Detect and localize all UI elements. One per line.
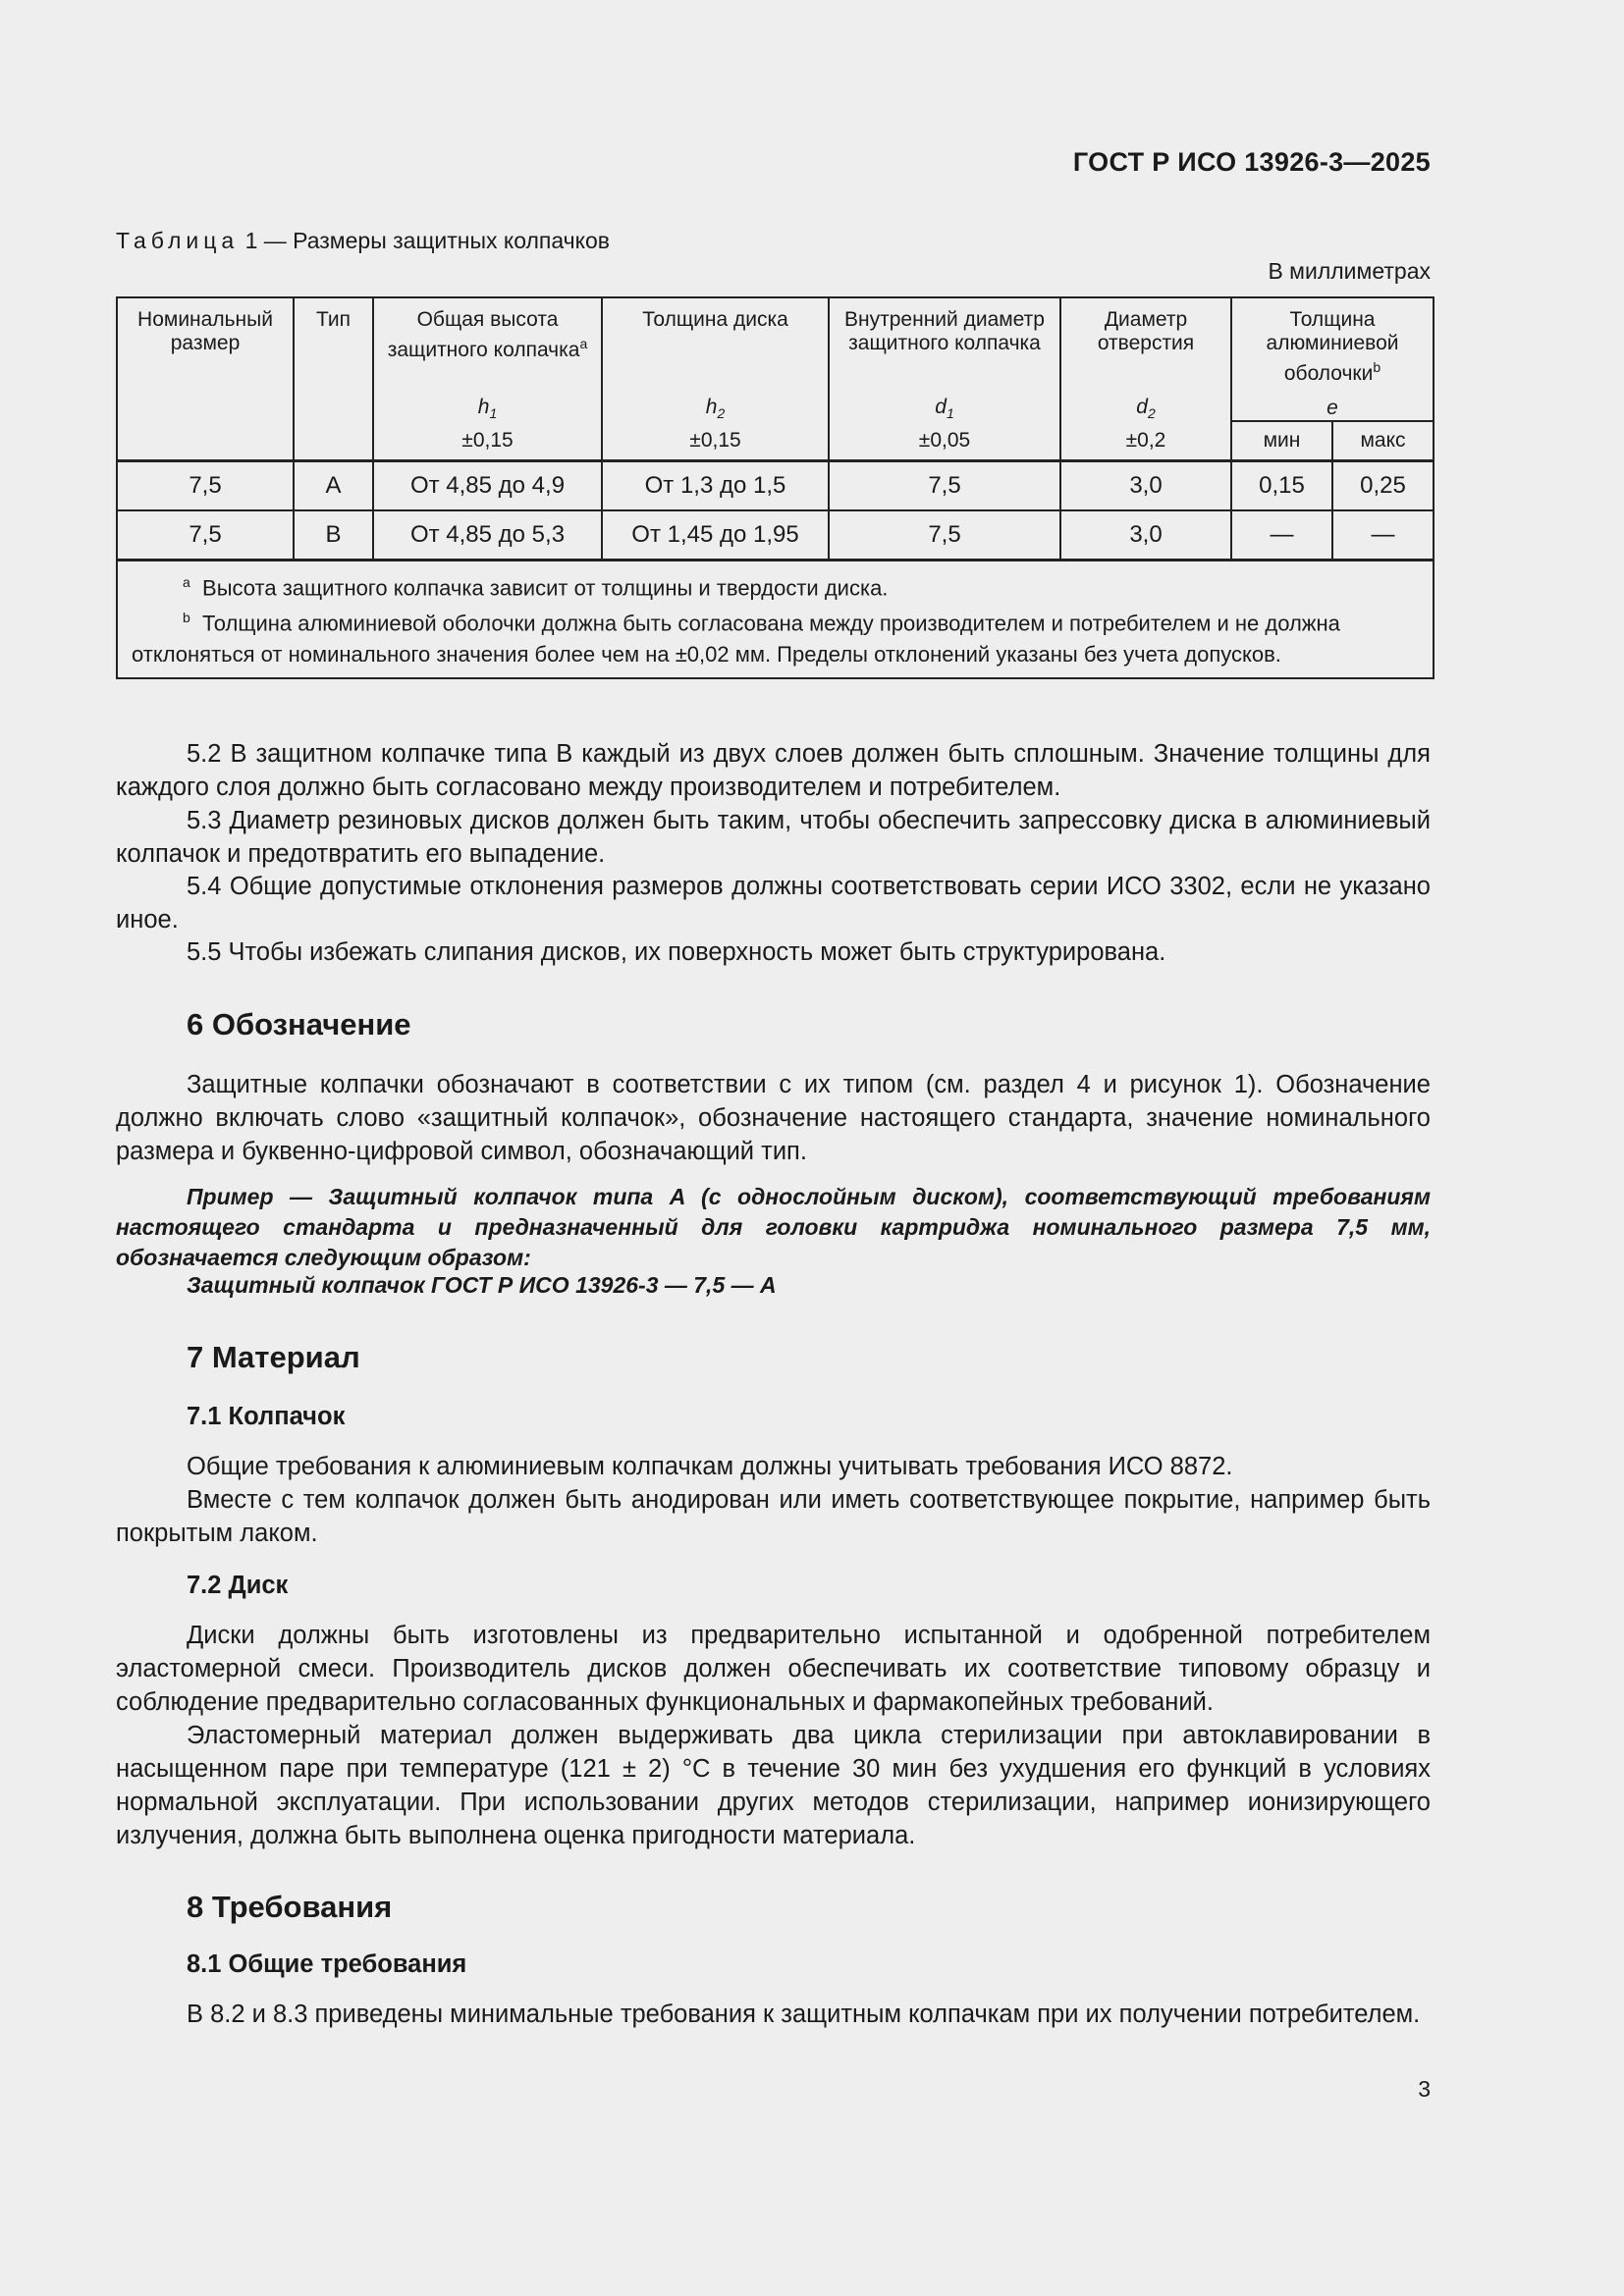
paragraph-5-3: 5.3 Диаметр резиновых дисков должен быть таким, чтобы обеспечить запрессовку диска в алюминиевый колпачок и предотвратить его выпадение. — [116, 807, 1431, 868]
table-cell: 0,15 — [1231, 461, 1332, 511]
dimensions-table — [116, 296, 1435, 679]
symbol-d2: $d_2$ — [1060, 387, 1231, 421]
table-cell: 0,25 — [1332, 461, 1434, 511]
table-cell: От 4,85 до 4,9 — [373, 461, 602, 511]
table-cell: A — [294, 461, 373, 511]
table-cell: B — [294, 510, 373, 561]
example-designation: Защитный колпачок ГОСТ Р ИСО 13926-3 — 7,5 — A — [187, 1272, 777, 1298]
section-7-1-paragraph-1: Общие требования к алюминиевым колпачкам должны учитывать требования ИСО 8872. — [187, 1453, 1233, 1480]
section-8-1-heading: 8.1 Общие требования — [187, 1950, 467, 1978]
table-cell: 7,5 — [829, 461, 1060, 511]
header-disc-thickness: Толщина диска — [602, 297, 829, 387]
table-cell: 3,0 — [1060, 461, 1231, 511]
section-8-heading: 8 Требования — [187, 1890, 393, 1924]
units-note: В миллиметрах — [1268, 258, 1431, 284]
standard-code: ГОСТ Р ИСО 13926-3—2025 — [1072, 147, 1431, 177]
section-7-2-heading: 7.2 Диск — [187, 1572, 289, 1599]
tolerance-h2: ±0,15 — [602, 421, 829, 461]
table-notes — [117, 561, 1434, 678]
table-cell: — — [1332, 510, 1434, 561]
section-6-heading: 6 Обозначение — [187, 1007, 411, 1041]
section-7-1-heading: 7.1 Колпачок — [187, 1403, 346, 1430]
table-cell: — — [1231, 510, 1332, 561]
subheader-max: макс — [1332, 421, 1434, 461]
section-8-1-paragraph: В 8.2 и 8.3 приведены минимальные требования к защитным колпачкам при их получении потребителем. — [187, 2001, 1421, 2028]
tolerance-d2: ±0,2 — [1060, 421, 1231, 461]
section-7-2-paragraph-1: Диски должны быть изготовлены из предварительно испытанной и одобренной потребителем эластомерной смеси. Производитель дисков должен обеспечивать их соответствие типовому образцу и соблюдение предварительно согласованных функциональных и фармакопейных требований. — [116, 1622, 1431, 1716]
table-caption-prefix: Таблица — [116, 228, 240, 253]
section-6-paragraph: Защитные колпачки обозначают в соответствии с их типом (см. раздел 4 и рисунок 1). Обозначение должно включать слово «защитный колпачок», обозначение настоящего стандарта, значение номинального размера и буквенно-цифровой символ, обозначающий тип. — [116, 1071, 1431, 1165]
table-cell: 7,5 — [117, 510, 294, 561]
paragraph-5-2: 5.2 В защитном колпачке типа B каждый из двух слоев должен быть сплошным. Значение толщины для каждого слоя должно быть согласовано между производителем и потребителем. — [116, 740, 1431, 801]
table-cell: 7,5 — [829, 510, 1060, 561]
table-caption-text: 1 — Размеры защитных колпачков — [239, 228, 610, 253]
symbol-h2: $h_2$ — [602, 387, 829, 421]
table-cell: 7,5 — [117, 461, 294, 511]
header-nominal-size: Номинальный размер — [117, 297, 294, 461]
symbol-h1: $h_1$ — [373, 387, 602, 421]
tolerance-h1: ±0,15 — [373, 421, 602, 461]
symbol-e: e — [1231, 387, 1434, 421]
tolerance-d1: ±0,05 — [829, 421, 1060, 461]
table-note-b: $^b$ Толщина алюминиевой оболочки должна быть согласована между производителем и потребителем и не должна отклоняться от номинального значения более чем на ±0,02 мм. Пределы отклонений указаны без учета допусков. — [132, 610, 1340, 667]
section-7-heading: 7 Материал — [187, 1340, 360, 1374]
table-cell: От 1,45 до 1,95 — [602, 510, 829, 561]
symbol-d1: $d_1$ — [829, 387, 1060, 421]
table-row — [117, 510, 1434, 561]
page-number: 3 — [1418, 2076, 1431, 2102]
paragraph-5-4: 5.4 Общие допустимые отклонения размеров должны соответствовать серии ИСО 3302, если не указано иное. — [116, 873, 1431, 934]
header-inner-diameter: Внутренний диаметр защитного колпачка — [829, 297, 1060, 387]
header-total-height: Общая высота защитного колпачка$^a$ — [373, 297, 602, 387]
header-hole-diameter: Диаметр отверстия — [1060, 297, 1231, 387]
table-row — [117, 461, 1434, 511]
table-cell: 3,0 — [1060, 510, 1231, 561]
table-note-a: $^a$ Высота защитного колпачка зависит от толщины и твердости диска. — [183, 574, 889, 601]
section-7-2-paragraph-2: Эластомерный материал должен выдерживать два цикла стерилизации при автоклавировании в насыщенном паре при температуре (121 ± 2) °C в течение 30 мин без ухудшения его функций в условиях нормальной эксплуатации. При использовании других методов стерилизации, например ионизирующего излучения, должна быть выполнена оценка пригодности материала. — [116, 1722, 1431, 1849]
example-text: Пример — Защитный колпачок типа A (с однослойным диском), соответствующий требованиям настоящего стандарта и предназначенный для головки картриджа номинального размера 7,5 мм, обозначается следующим образом: — [116, 1184, 1431, 1270]
table-cell: От 1,3 до 1,5 — [602, 461, 829, 511]
header-shell-thickness: Толщина алюминиевой оболочки$^b$ — [1231, 297, 1434, 387]
paragraph-5-5: 5.5 Чтобы избежать слипания дисков, их поверхность может быть структурирована. — [187, 938, 1166, 966]
header-type: Тип — [294, 297, 373, 461]
subheader-min: мин — [1231, 421, 1332, 461]
table-caption — [116, 228, 610, 254]
table-cell: От 4,85 до 5,3 — [373, 510, 602, 561]
section-7-1-paragraph-2: Вместе с тем колпачок должен быть анодирован или иметь соответствующее покрытие, например быть покрытым лаком. — [116, 1486, 1431, 1547]
